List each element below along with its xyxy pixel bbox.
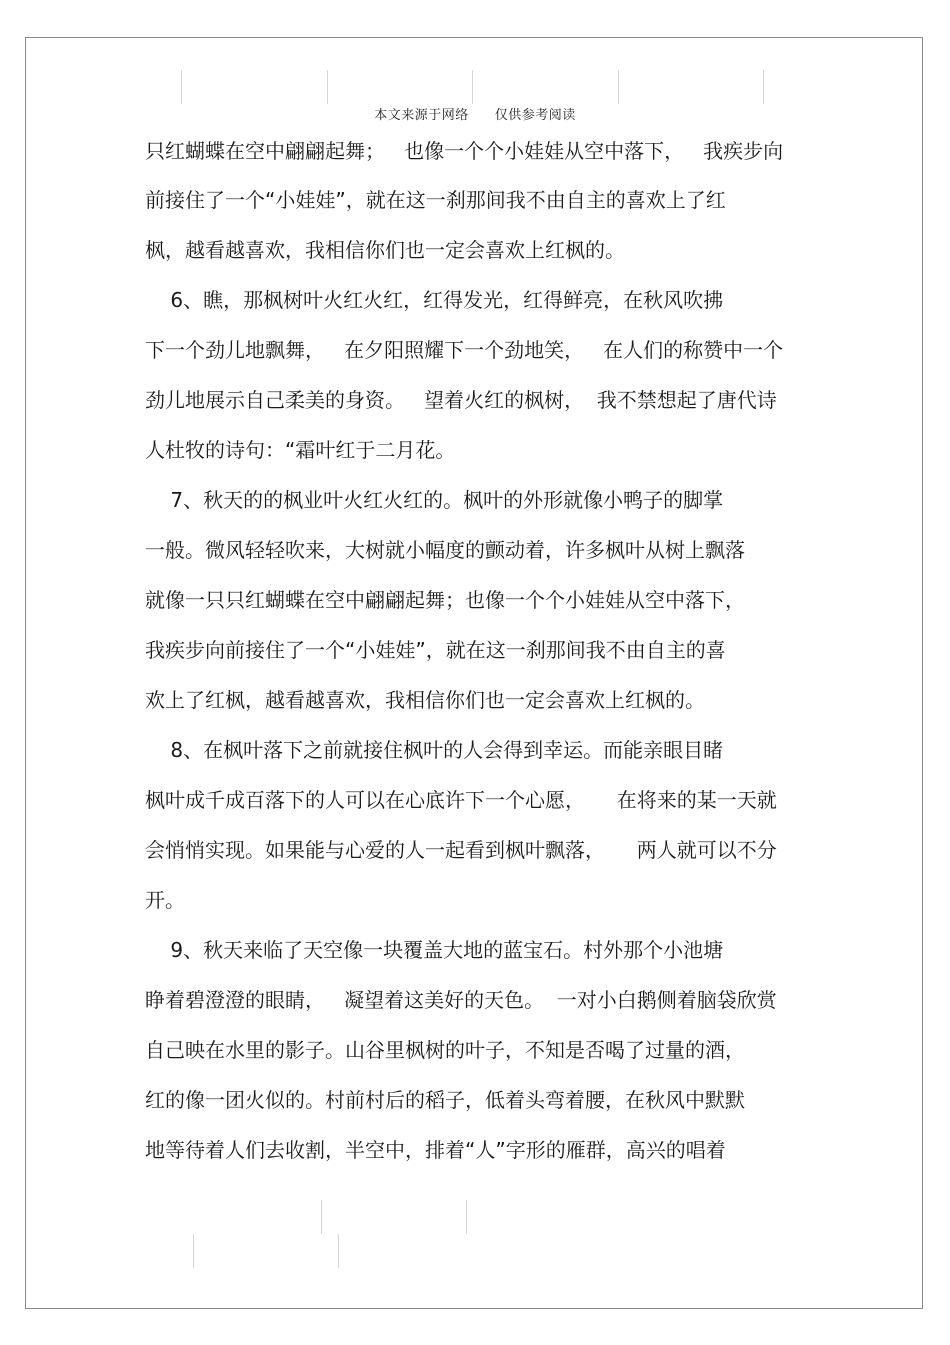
text-line: 地等待着人们去收割，半空中，排着“人”字形的雁群，高兴的唱着 — [145, 1138, 726, 1162]
text-line: 劲儿地展示自己柔美的身资。 望着火红的枫树， 我不禁想起了唐代诗 — [145, 388, 777, 412]
text-line: 枫叶成千成百落下的人可以在心底许下一个心愿， 在将来的某一天就 — [145, 788, 777, 812]
text-line: 开。 — [145, 888, 185, 912]
text-line: 会悄悄实现。如果能与心爱的人一起看到枫叶飘落， 两人就可以不分 — [145, 838, 777, 862]
bottom-divider-3 — [193, 1234, 194, 1268]
text-line: 枫，越看越喜欢，我相信你们也一定会喜欢上红枫的。 — [145, 238, 625, 262]
text-line: 自己映在水里的影子。山谷里枫树的叶子，不知是否喝了过量的酒， — [145, 1038, 745, 1062]
top-divider-3 — [472, 70, 473, 104]
top-divider-2 — [327, 70, 328, 104]
page-border — [25, 37, 923, 1309]
paragraph-7-start: 7、秋天的的枫业叶火红火红的。枫叶的外形就像小鸭子的脚掌 — [145, 488, 724, 512]
text-line: 我疾步向前接住了一个“小娃娃”，就在这一刹那间我不由自主的喜 — [145, 638, 726, 662]
text-line: 前接住了一个“小娃娃”，就在这一刹那间我不由自主的喜欢上了红 — [145, 188, 726, 212]
text-line: 欢上了红枫，越看越喜欢，我相信你们也一定会喜欢上红枫的。 — [145, 688, 705, 712]
top-divider-5 — [763, 70, 764, 104]
paragraph-8-start: 8、在枫叶落下之前就接住枫叶的人会得到幸运。而能亲眼目睹 — [145, 738, 724, 762]
paragraph-9-start: 9、秋天来临了天空像一块覆盖大地的蓝宝石。村外那个小池塘 — [145, 938, 724, 962]
top-divider-1 — [181, 70, 182, 104]
text-line: 下一个劲儿地飘舞， 在夕阳照耀下一个劲地笑， 在人们的称赞中一个 — [145, 338, 784, 362]
bottom-divider-4 — [338, 1234, 339, 1268]
top-divider-4 — [618, 70, 619, 104]
paragraph-6-start: 6、瞧，那枫树叶火红火红，红得发光，红得鲜亮，在秋风吹拂 — [145, 288, 724, 312]
reference-note: 仅供参考阅读 — [494, 108, 576, 123]
text-line: 睁着碧澄澄的眼睛， 凝望着这美好的天色。 一对小白鹅侧着脑袋欣赏 — [145, 988, 777, 1012]
bottom-divider-2 — [466, 1200, 467, 1234]
source-note: 本文来源于网络 — [374, 108, 469, 123]
header-note — [0, 104, 950, 123]
text-line: 人杜牧的诗句：“霜叶红于二月花。 — [145, 438, 456, 462]
text-line: 只红蝴蝶在空中翩翩起舞； 也像一个个小娃娃从空中落下， 我疾步向 — [145, 139, 784, 163]
bottom-divider-1 — [321, 1200, 322, 1234]
text-line: 红的像一团火似的。村前村后的稻子，低着头弯着腰，在秋风中默默 — [145, 1088, 745, 1112]
text-line: 一般。微风轻轻吹来，大树就小幅度的颤动着，许多枫叶从树上飘落 — [145, 538, 745, 562]
text-line: 就像一只只红蝴蝶在空中翩翩起舞；也像一个个小娃娃从空中落下， — [145, 588, 745, 612]
